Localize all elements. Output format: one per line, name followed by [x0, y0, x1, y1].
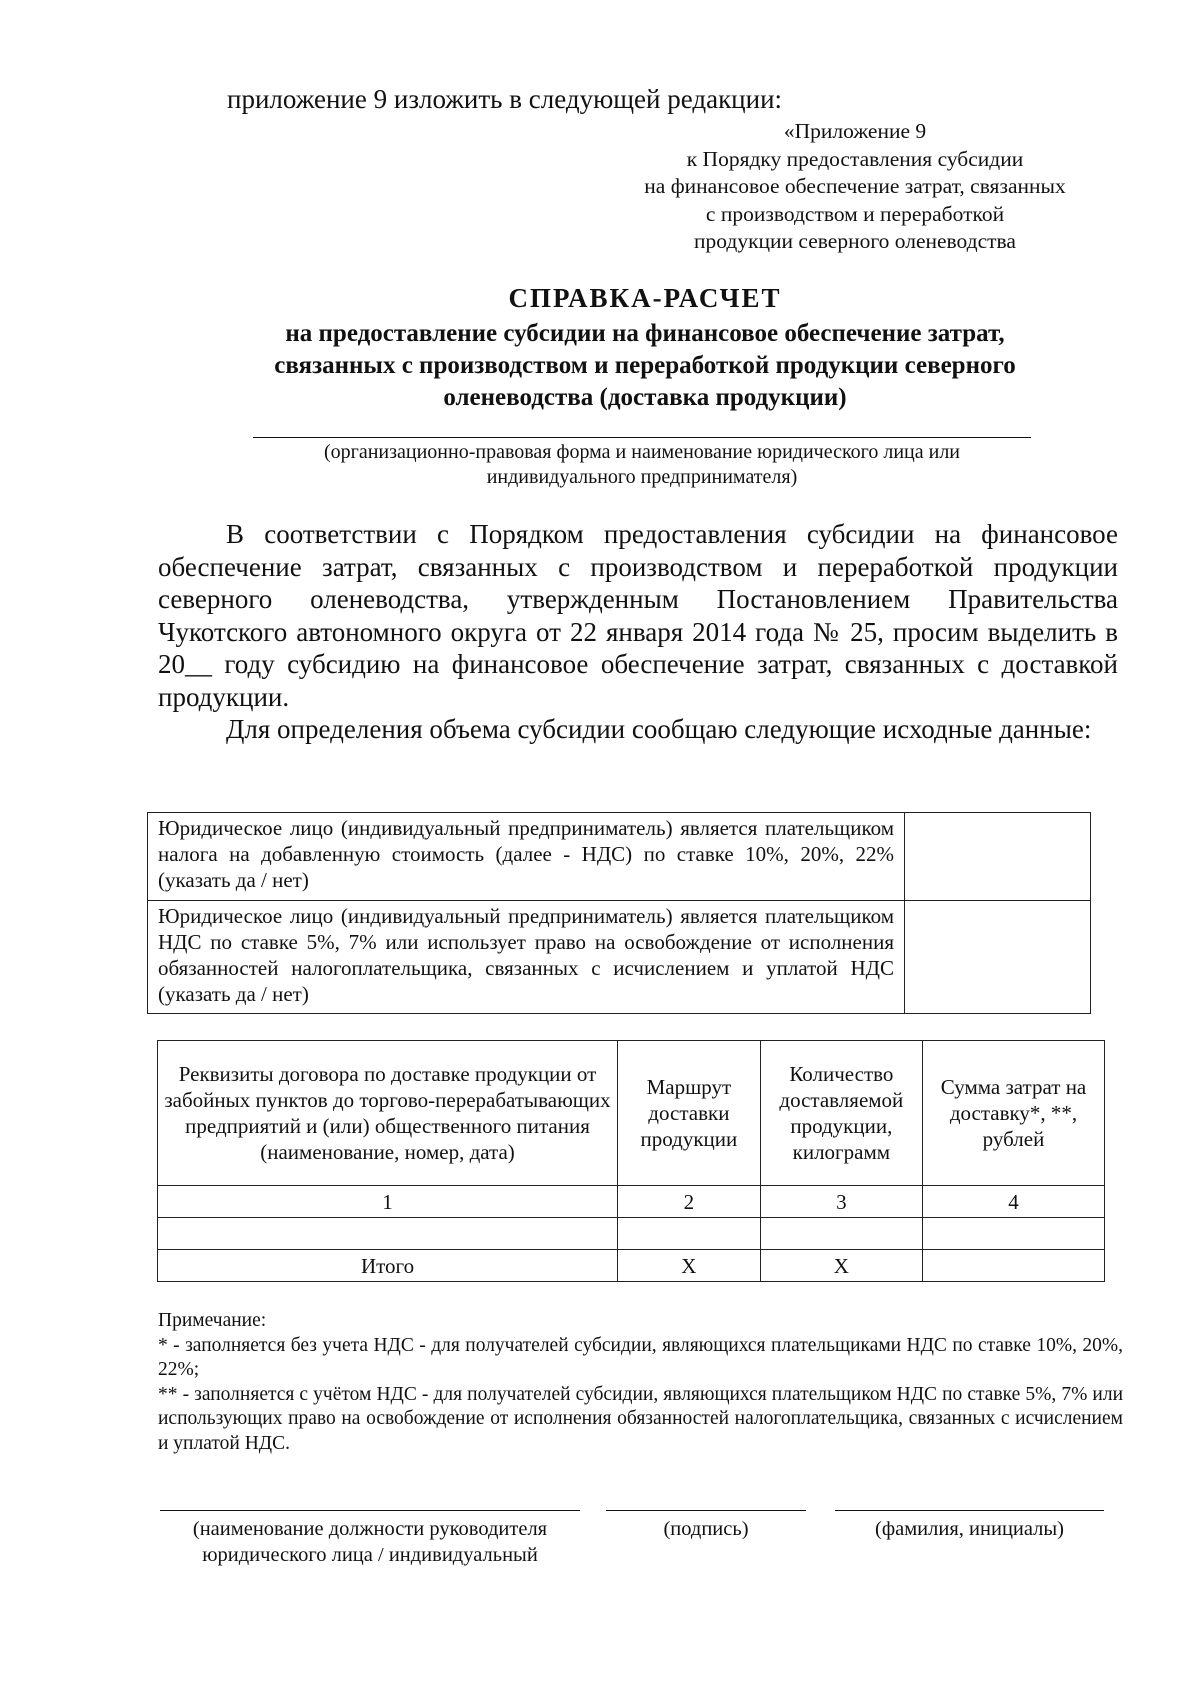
empty-cell[interactable] — [158, 1218, 618, 1250]
table-row — [148, 901, 1091, 1014]
subtitle-line: на предоставление субсидии на финансовое обеспечение затрат, — [285, 320, 1005, 347]
header-quantity: Количество доставляемой продукции, килограмм — [760, 1041, 922, 1186]
organization-caption-line: индивидуального предпринимателя) — [486, 466, 798, 488]
position-caption-line: (наименование должности руководителя — [192, 1518, 548, 1540]
request-paragraph: В соответствии с Порядком предоставления субсидии на финансовое обеспечение затрат, связанных с производством и переработкой продукции северного оленеводства, утвержденным Постановлением Правительства Чукотского автономного округа от 22 января 2014 года № 25, просим выделить в 20__ году субсидию на финансовое обеспечение затрат, связанных с доставкой продукции. — [158, 519, 1118, 712]
note-one: * - заполняется без учета НДС - для получателей субсидии, являющихся плательщиками НДС по ставке 10%, 20%, 22%; — [158, 1334, 1123, 1380]
appendix-line: продукции северного оленеводства — [694, 229, 1016, 253]
position-signature-line[interactable] — [160, 1510, 580, 1511]
note-two: ** - заполняется с учётом НДС - для получателей субсидии, являющихся плательщиком НДС по ставке 5%, 7% или использующих право на освобождение от исполнения обязанностей налогоплательщика, связанных с исчислением и уплатой НДС. — [158, 1383, 1123, 1454]
subtitle-line: связанных с производством и переработкой продукции северного — [274, 352, 1016, 379]
header-cost-sum: Сумма затрат на доставку*, **, рублей — [923, 1041, 1105, 1186]
vat-status-table — [147, 812, 1091, 1014]
document-subtitle — [210, 318, 1080, 414]
appendix-line: к Порядку предоставления субсидии — [686, 146, 1024, 171]
total-quantity-x: Х — [760, 1250, 922, 1282]
notes-section — [158, 1309, 1123, 1456]
sign-signature-line[interactable] — [606, 1510, 806, 1511]
appendix-line: на финансовое обеспечение затрат, связанных — [644, 174, 1066, 198]
vat-question-2: Юридическое лицо (индивидуальный предприниматель) является плательщиком НДС по ставке 5%, 7% или использует право на освобождение от исполнения обязанностей налогоплательщика, связанных с исчислением и уплатой НДС (указать да / нет) — [148, 901, 905, 1014]
empty-cell[interactable] — [618, 1218, 761, 1250]
empty-cell[interactable] — [923, 1218, 1105, 1250]
column-number: 3 — [760, 1186, 922, 1218]
empty-cell[interactable] — [760, 1218, 922, 1250]
organization-caption-line: (организационно-правовая форма и наименование юридического лица или — [323, 441, 961, 463]
position-caption-line: юридического лица / индивидуальный — [202, 1544, 538, 1566]
table-row — [158, 1218, 1105, 1250]
sign-caption: (подпись) — [663, 1518, 749, 1540]
total-label: Итого — [158, 1250, 618, 1282]
vat-answer-2[interactable] — [905, 901, 1091, 1014]
name-signature-line[interactable] — [835, 1510, 1104, 1511]
subtitle-line: оленеводства (доставка продукции) — [443, 384, 847, 411]
source-data-paragraph: Для определения объема субсидии сообщаю следующие исходные данные: — [226, 714, 1092, 744]
total-route-x: Х — [618, 1250, 761, 1282]
vat-question-1: Юридическое лицо (индивидуальный предприниматель) является плательщиком налога на добавленную стоимость (далее - НДС) по ставке 10%, 20%, 22% (указать да / нет) — [148, 813, 905, 901]
vat-answer-1[interactable] — [905, 813, 1091, 901]
header-route: Маршрут доставки продукции — [618, 1041, 761, 1186]
position-caption — [155, 1516, 585, 1568]
table-row — [148, 813, 1091, 901]
notes-heading: Примечание: — [158, 1310, 267, 1331]
intro-text: приложение 9 изложить в следующей редакции: — [227, 84, 783, 114]
organization-fill-line[interactable] — [253, 437, 1031, 438]
table-total-row — [158, 1250, 1105, 1282]
total-sum-cell[interactable] — [923, 1250, 1105, 1282]
appendix-line: с производством и переработкой — [705, 201, 1005, 226]
name-caption: (фамилия, инициалы) — [875, 1518, 1064, 1540]
organization-caption — [253, 440, 1031, 490]
table-header-row — [158, 1041, 1105, 1186]
table-row — [158, 1186, 1105, 1218]
column-number: 2 — [618, 1186, 761, 1218]
column-number: 1 — [158, 1186, 618, 1218]
delivery-costs-table — [157, 1040, 1105, 1282]
column-number: 4 — [923, 1186, 1105, 1218]
appendix-line: «Приложение 9 — [783, 119, 927, 143]
appendix-reference — [615, 118, 1095, 256]
document-title: СПРАВКА-РАСЧЕТ — [508, 283, 782, 313]
header-contract-details: Реквизиты договора по доставке продукции от забойных пунктов до торгово-перерабатывающих предприятий и (или) общественного питания (наименование, номер, дата) — [158, 1041, 618, 1186]
